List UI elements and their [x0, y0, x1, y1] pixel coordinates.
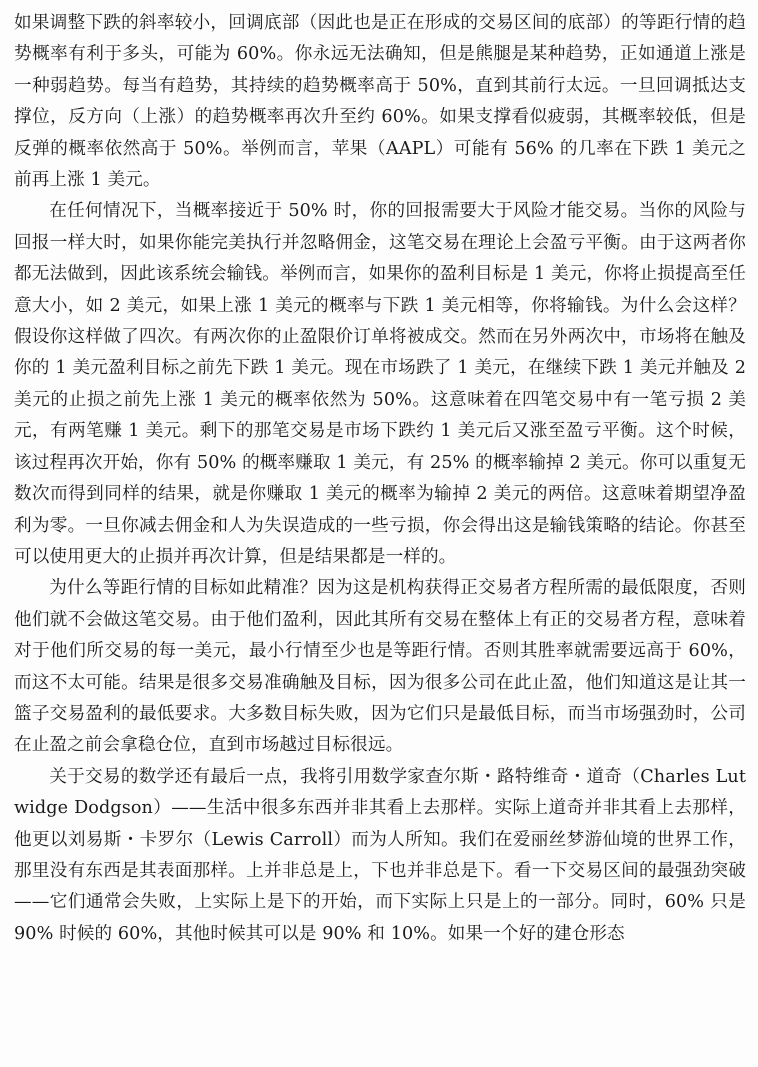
paragraph-1: 如果调整下跌的斜率较小，回调底部（因此也是正在形成的交易区间的底部）的等距行情的趋势概率有利于多头，可能为 60%。你永远无法确知，但是熊腿是某种趋势，正如通道上涨是一种弱趋势。每当有趋势，其持续的趋势概率高于 50%，直到其前行太远。一旦回调抵达支撑位，反方向（上涨）的趋势概率再次升至约 60%。如果支撑看似疲弱，其概率较低，但是反弹的概率依然高于 50%。举例而言，苹果（AAPL）可能有 56% 的几率在下跌 1 美元之前再上涨 1 美元。 [14, 13, 746, 191]
paragraph-4: 关于交易的数学还有最后一点，我将引用数学家查尔斯・路特维奇・道奇（Charles Lutwidge Dodgson）——生活中很多东西并非其看上去那样。实际上道奇并非其看上去那样，他更以刘易斯・卡罗尔（Lewis Carroll）而为人所知。我们在爱丽丝梦游仙境的世界工作，那里没有东西是其表面那样。上并非总是上，下也并非总是下。看一下交易区间的最强劲突破——它们通常会失败，上实际上是下的开始，而下实际上只是上的一部分。同时，60% 只是 90% 时候的 60%，其他时候其可以是 90% 和 10%。如果一个好的建仓形态 [14, 766, 746, 944]
paragraph-3: 为什么等距行情的目标如此精准？因为这是机构获得正交易者方程所需的最低限度，否则他们就不会做这笔交易。由于他们盈利，因此其所有交易在整体上有正的交易者方程，意味着对于他们所交易的每一美元，最小行情至少也是等距行情。否则其胜率就需要远高于 60%，而这不太可能。结果是很多交易准确触及目标，因为很多公司在此止盈，他们知道这是让其一篮子交易盈利的最低要求。大多数目标失败，因为它们只是最低目标，而当市场强劲时，公司在止盈之前会拿稳仓位，直到市场越过目标很远。 [14, 578, 746, 756]
paragraph-2: 在任何情况下，当概率接近于 50% 时，你的回报需要大于风险才能交易。当你的风险与回报一样大时，如果你能完美执行并忽略佣金，这笔交易在理论上会盈亏平衡。由于这两者你都无法做到，因此该系统会输钱。举例而言，如果你的盈利目标是 1 美元，你将止损提高至任意大小，如 2 美元，如果上涨 1 美元的概率与下跌 1 美元相等，你将输钱。为什么会这样？假设你这样做了四次。有两次你的止盈限价订单将被成交。然而在另外两次中，市场将在触及你的 1 美元盈利目标之前先下跌 1 美元。现在市场跌了 1 美元，在继续下跌 1 美元并触及 2 美元的止损之前先上涨 1 美元的概率依然为 50%。这意味着在四笔交易中有一笔亏损 2 美元，有两笔赚 1 美元。剩下的那笔交易是市场下跌约 1 美元后又涨至盈亏平衡。这个时候，该过程再次开始，你有 50% 的概率赚取 1 美元，有 25% 的概率输掉 2 美元。你可以重复无数次而得到同样的结果，就是你赚取 1 美元的概率为输掉 2 美元的两倍。这意味着期望净盈利为零。一旦你减去佣金和人为失误造成的一些亏损，你会得出这是输钱策略的结论。你甚至可以使用更大的止损并再次计算，但是结果都是一样的。 [14, 201, 746, 567]
